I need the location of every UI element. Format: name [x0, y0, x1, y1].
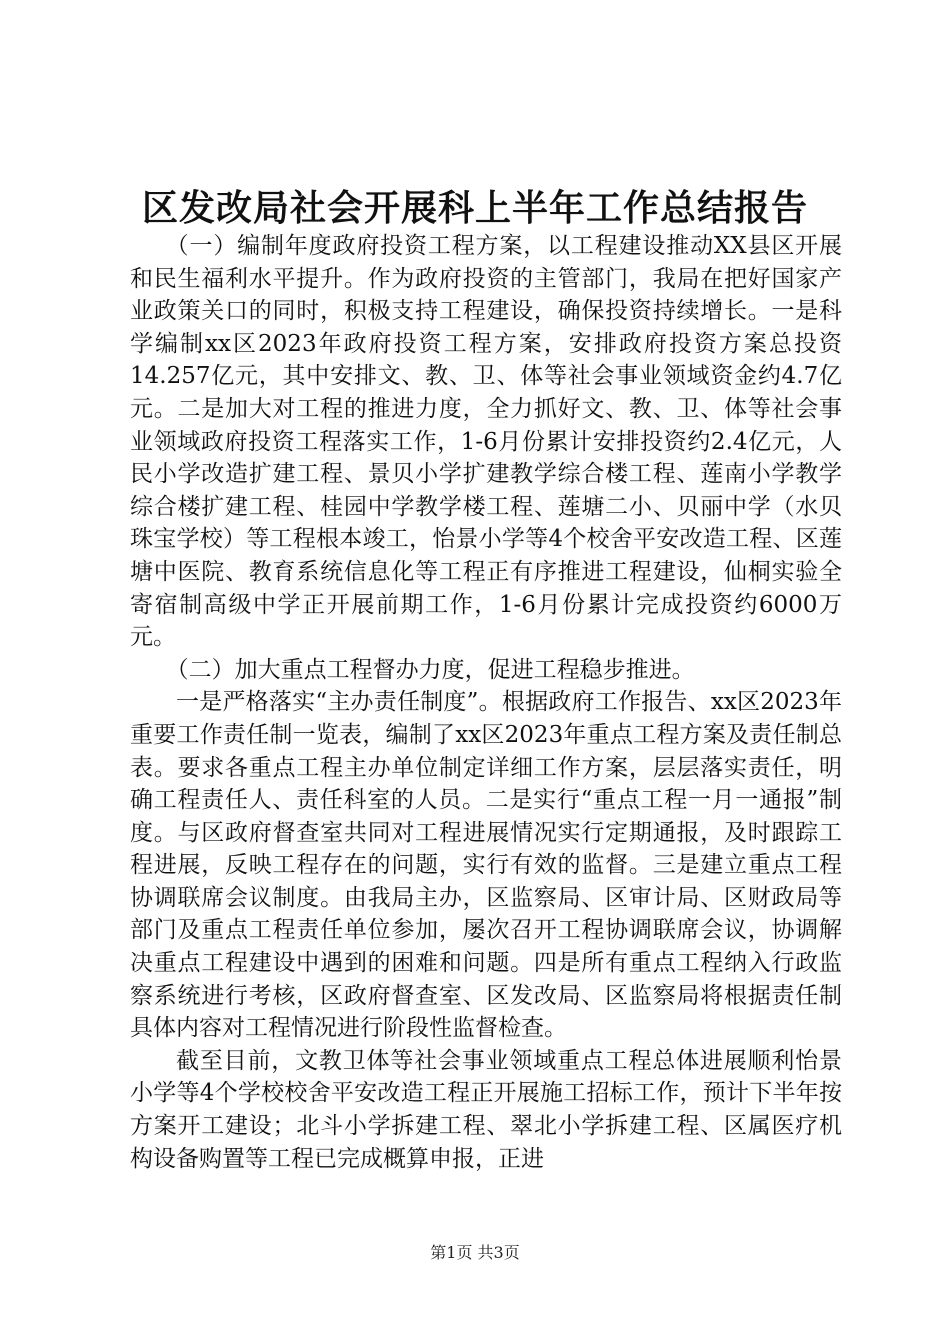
page-number-footer: 第1页 共3页: [430, 1243, 520, 1262]
paragraph-responsibility-system: 一是严格落实“主办责任制度”。根据政府工作报告、xx区2023年重要工作责任制一览表，编制了xx区2023年重点工程方案及责任制总表。要求各重点工程主办单位制定详细工作方案，层层落实责任，明确工程责任人、责任科室的人员。二是实行“重点工程一月一通报”制度。与区政府督查室共同对工程进展情况实行定期通报，及时跟踪工程进展，反映工程存在的问题，实行有效的监督。三是建立重点工程协调联席会议制度。由我局主办，区监察局、区审计局、区财政局等部门及重点工程责任单位参加，屡次召开工程协调联席会议，协调解决重点工程建设中遇到的困难和问题。四是所有重点工程纳入行政监察系统进行考核，区政府督查室、区发改局、区监察局将根据责任制具体内容对工程情况进行阶段性监督检查。: [130, 689, 842, 1042]
document-body: [130, 230, 842, 1175]
document-title: 区发改局社会开展科上半年工作总结报告: [141, 187, 808, 229]
paragraph-key-projects-heading: （二）加大重点工程督办力度，促进工程稳步推进。: [165, 656, 695, 683]
paragraph-progress-status: 截至目前，文教卫体等社会事业领域重点工程总体进展顺利怡景小学等4个学校校舍平安改造工程正开展施工招标工作，预计下半年按方案开工建设；北斗小学拆建工程、翠北小学拆建工程、区属医疗机构设备购置等工程已完成概算申报，正进: [130, 1047, 842, 1172]
paragraph-investment-plan: （一）编制年度政府投资工程方案，以工程建设推动XX县区开展和民生福利水平提升。作为政府投资的主管部门，我局在把好国家产业政策关口的同时，积极支持工程建设，确保投资持续增长。一是科学编制xx区2023年政府投资工程方案，安排政府投资方案总投资14.257亿元，其中安排文、教、卫、体等社会事业领域资金约4.7亿元。二是加大对工程的推进力度，全力抓好文、教、卫、体等社会事业领域政府投资工程落实工作，1-6月份累计安排投资约2.4亿元，人民小学改造扩建工程、景贝小学扩建教学综合楼工程、莲南小学教学综合楼扩建工程、桂园中学教学楼工程、莲塘二小、贝丽中学（水贝珠宝学校）等工程根本竣工，怡景小学等4个校舍平安改造工程、区莲塘中医院、教育系统信息化等工程正有序推进工程建设，仙桐实验全寄宿制高级中学正开展前期工作，1-6月份累计完成投资约6000万元。: [130, 233, 842, 651]
